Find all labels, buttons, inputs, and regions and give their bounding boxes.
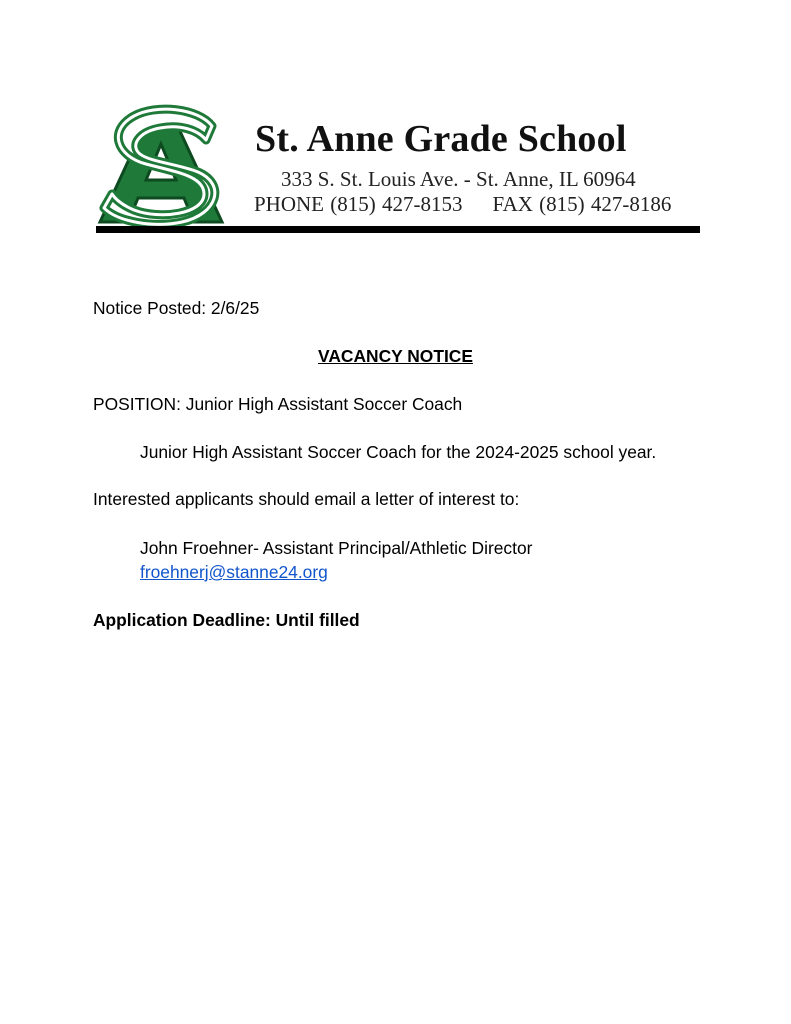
- school-fax: FAX (815) 427-8186: [492, 192, 672, 216]
- application-deadline: Application Deadline: Until filled: [93, 610, 360, 630]
- school-contact: [254, 191, 671, 217]
- notice-title: VACANCY NOTICE: [318, 346, 473, 366]
- position-line: POSITION: Junior High Assistant Soccer Coach: [93, 394, 463, 414]
- contact-email-link[interactable]: froehnerj@stanne24.org: [140, 562, 328, 582]
- header-divider: [96, 226, 700, 233]
- school-phone: PHONE (815) 427-8153: [254, 192, 463, 216]
- letterhead: [94, 104, 700, 236]
- school-logo-icon: [94, 104, 234, 228]
- position-description: Junior High Assistant Soccer Coach for the 2024-2025 school year.: [140, 442, 657, 462]
- notice-posted-date: Notice Posted: 2/6/25: [93, 298, 260, 318]
- school-name: St. Anne Grade School: [255, 118, 627, 160]
- school-address: 333 S. St. Louis Ave. - St. Anne, IL 60964: [281, 167, 636, 191]
- contact-name: John Froehner- Assistant Principal/Athletic Director: [140, 538, 533, 558]
- application-instruction: Interested applicants should email a letter of interest to:: [93, 489, 520, 509]
